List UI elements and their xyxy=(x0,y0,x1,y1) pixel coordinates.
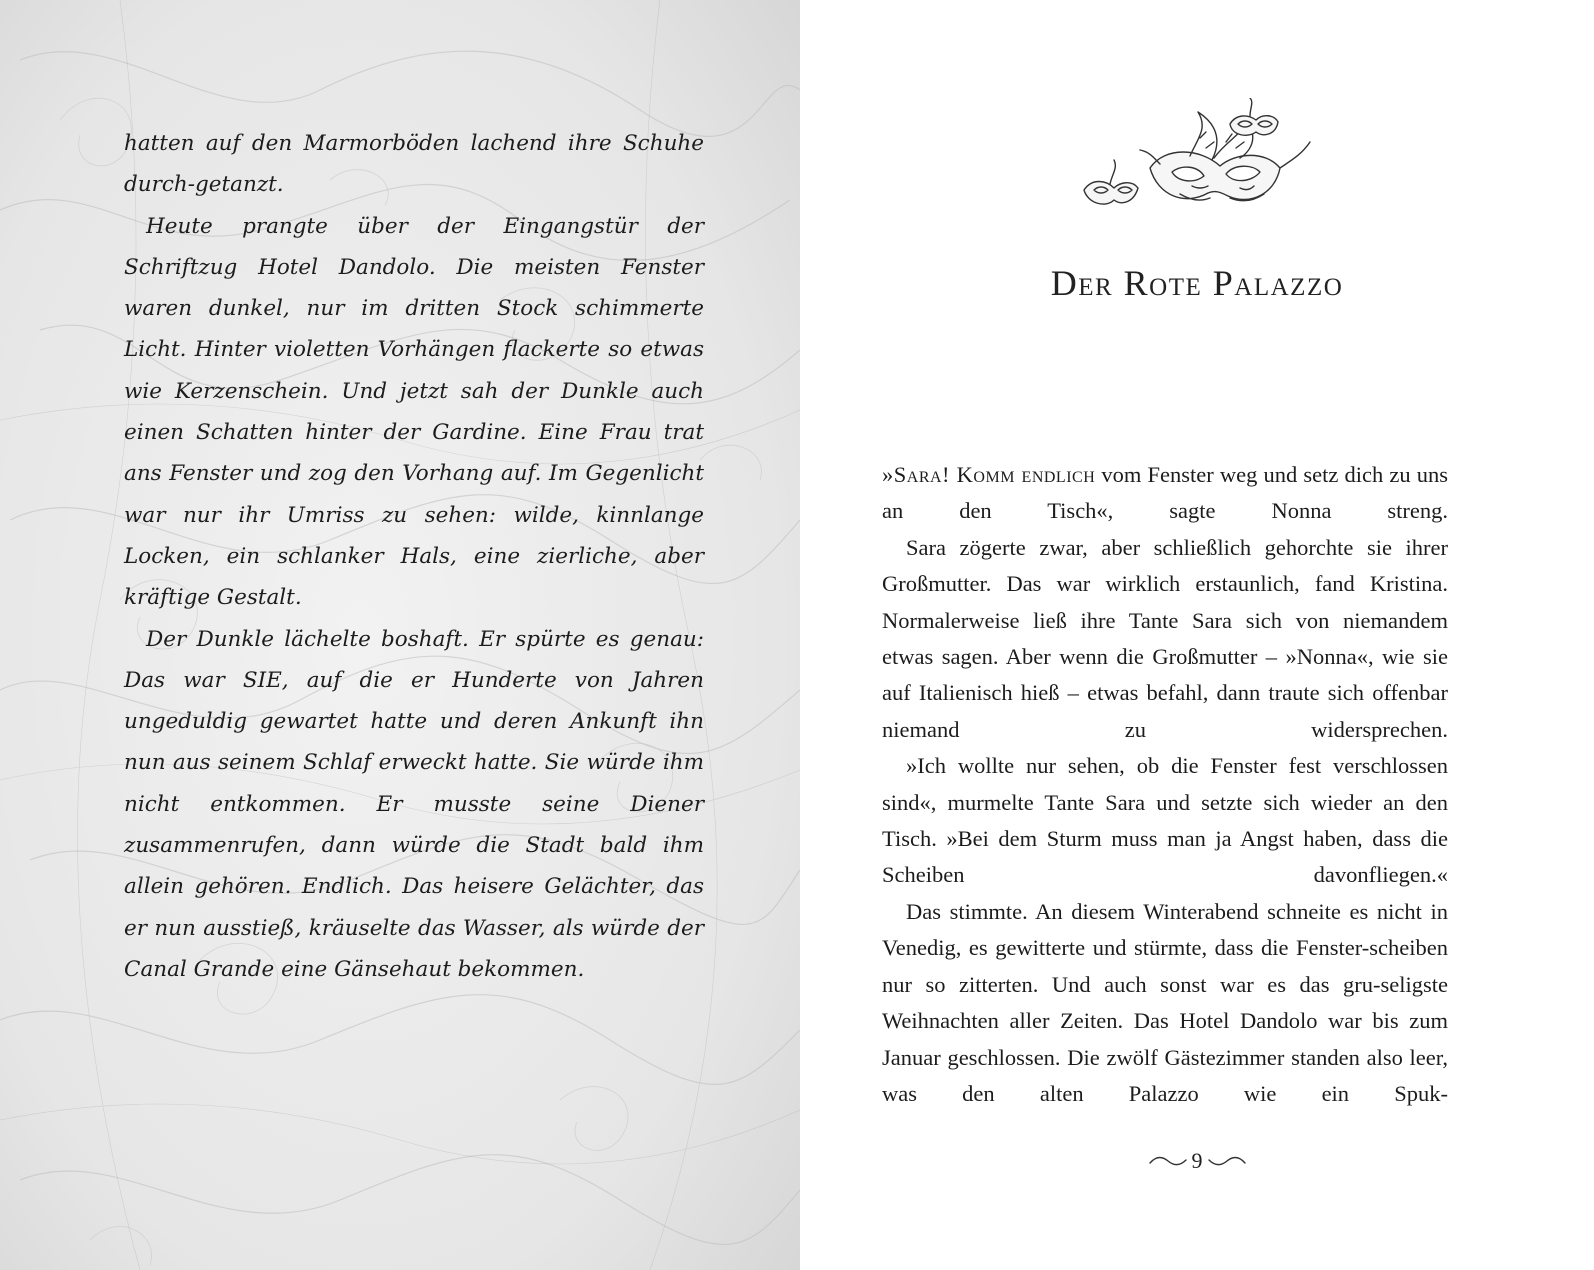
right-page xyxy=(800,0,1594,1270)
chapter-opening-smallcaps: »Sara! Komm endlich xyxy=(882,462,1096,487)
right-swash-icon xyxy=(1207,1154,1247,1168)
right-paragraph-2: Sara zögerte zwar, aber schließlich gehorchte sie ihrer Großmutter. Das war wirklich erstaunlich, fand Kristina. Normalerweise ließ ihre Tante Sara sich von niemandem etwas sagen. Aber wenn die Großmutter – »Nonna«, wie sie auf Italienisch hieß – etwas befahl, dann traute sich offenbar niemand zu widersprechen. xyxy=(882,534,1448,742)
page-number-footer xyxy=(800,1148,1594,1174)
right-paragraph-1-rest: vom Fenster weg und setz dich zu uns an den Tisch«, sagte Nonna streng. xyxy=(882,462,1448,524)
right-paragraph-4: Das stimmte. An diesem Winterabend schneite es nicht in Venedig, es gewitterte und stürmte, dass die Fenster-scheiben nur so zitterten. Und auch sonst war es das gru-seligste Weihnachten aller Zeiten. Das Hotel Dandolo war bis zum Januar geschlossen. Die zwölf Gästezimmer standen also leer, was den alten Palazzo wie ein Spuk- xyxy=(882,898,1448,1106)
left-page-body-text xyxy=(124,123,704,990)
chapter-title: Der Rote Palazzo xyxy=(1050,263,1344,303)
venetian-masks-ornament-icon xyxy=(1080,98,1312,224)
right-paragraph-1 xyxy=(882,457,1448,530)
page-number: 9 xyxy=(1191,1148,1203,1173)
left-paragraph-2: Heute prangte über der Eingangstür der Schriftzug Hotel Dandolo. Die meisten Fenster waren dunkel, nur im dritten Stock schimmerte Licht. Hinter violetten Vorhängen flackerte so etwas wie Kerzenschein. Und jetzt sah der Dunkle auch einen Schatten hinter der Gardine. Eine Frau trat ans Fenster und zog den Vorhang auf. Im Gegenlicht war nur ihr Umriss zu sehen: wilde, kinnlange Locken, ein schlanker Hals, eine zierliche, aber kräftige Gestalt. xyxy=(124,213,704,611)
left-swash-icon xyxy=(1148,1154,1188,1168)
right-paragraph-3: »Ich wollte nur sehen, ob die Fenster fest verschlossen sind«, murmelte Tante Sara und setzte sich wieder an den Tisch. »Bei dem Sturm muss man ja Angst haben, dass die Scheiben davonfliegen.« xyxy=(882,753,1448,888)
left-paragraph-1: hatten auf den Marmorböden lachend ihre Schuhe durch-getanzt. xyxy=(124,131,704,198)
right-page-body-text xyxy=(882,457,1448,1112)
left-paragraph-3: Der Dunkle lächelte boshaft. Er spürte es genau: Das war SIE, auf die er Hunderte von Jahren ungeduldig gewartet hatte und deren Ankunft ihn nun aus seinem Schlaf erweckt hatte. Sie würde ihm nicht entkommen. Er musste seine Diener zusammenrufen, dann würde die Stadt bald ihm allein gehören. Endlich. Das heisere Gelächter, das er nun ausstieß, kräuselte das Wasser, als würde der Canal Grande eine Gänsehaut bekommen. xyxy=(124,626,704,982)
